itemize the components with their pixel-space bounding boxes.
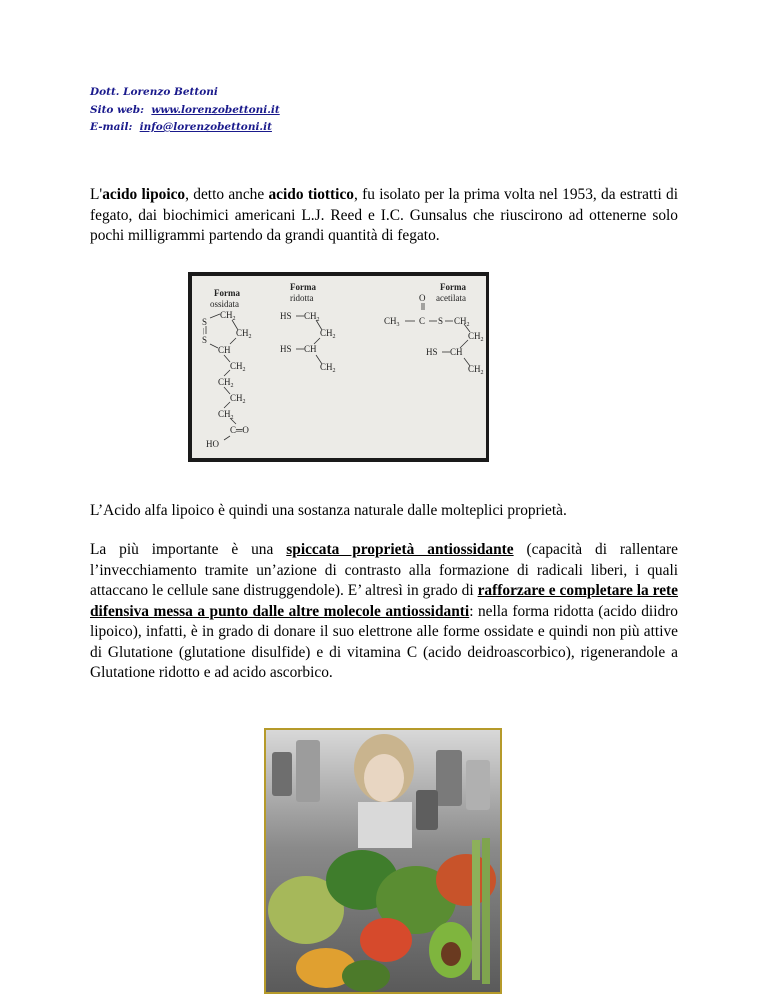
atom-hs: HS: [280, 311, 292, 321]
email-line: [90, 119, 280, 137]
antioxidant-paragraph: [90, 540, 678, 684]
woman-with-vegetables-photo: [264, 728, 502, 994]
greens: [342, 960, 390, 992]
shirt: [358, 802, 412, 848]
text: La più importante è una: [90, 541, 287, 558]
bonds: [206, 303, 470, 440]
structures-diagram: [192, 276, 486, 458]
atom-ch: CH: [304, 344, 317, 354]
author-header: [90, 84, 280, 137]
website-link[interactable]: www.lorenzobettoni.it: [151, 103, 280, 116]
tomato: [360, 918, 412, 962]
term-acido-lipoico: acido lipoico: [102, 186, 186, 203]
website-line: [90, 102, 280, 120]
bond-mark: |: [203, 327, 205, 335]
atom-ch2: $CH_2$: [454, 316, 470, 328]
photo-illustration: [266, 730, 500, 992]
face: [364, 754, 404, 802]
atom-ch3: $CH_3$: [384, 316, 400, 328]
ossidata-title-1: Forma: [214, 288, 240, 298]
bottle: [416, 790, 438, 830]
atom-ch2: $CH_2$: [236, 328, 252, 340]
atom-ho: HO: [206, 439, 219, 449]
bottle: [436, 750, 462, 806]
atom-hs: HS: [426, 347, 438, 357]
email-link[interactable]: info@lorenzobettoni.it: [139, 121, 272, 133]
term-acido-tiottico: acido tiottico: [268, 186, 354, 203]
bottle: [466, 760, 490, 810]
atom-s1: S: [202, 317, 208, 327]
acetilata-title-1: Forma: [440, 282, 466, 292]
ridotta-title-1: Forma: [290, 282, 316, 292]
atom-ch2: $CH_2$: [218, 377, 234, 389]
author-name: Dott. Lorenzo Bettoni: [90, 86, 218, 98]
atom-ch2: $CH_2$: [220, 310, 236, 322]
text: , fu isolato per la prima volta nel 1953, da estratti di fegato, dai biochimici americani L.J. Reed e I.C. Gunsalus che riuscirono ad ottenerne solo pochi milligrammi partendo da grandi quantità di fegato.: [90, 186, 678, 244]
atom-o: O: [419, 293, 426, 303]
atom-s2: S: [202, 335, 208, 345]
text: , detto anche: [185, 186, 269, 203]
atom-c: C: [419, 316, 426, 326]
atom-ch2: $CH_2$: [320, 328, 336, 340]
text: : nella forma ridotta (acido diidro lipoico), infatti, è in grado di donare il suo elettrone alle forme ossidate e quindi non più attive di Glutatione (glutatione disulfide) e di vitamina C (acido deidroascorbico), rigenerandole a Glutatione ridotto e ad acido ascorbico.: [90, 602, 678, 681]
avocado-pit: [441, 942, 461, 966]
email-label: E-mail:: [90, 121, 133, 133]
natural-substance-paragraph: L’Acido alfa lipoico è quindi una sostanza naturale dalle molteplici proprietà.: [90, 502, 567, 519]
highlight-antioxidant: spiccata proprietà antiossidante: [286, 541, 514, 558]
lipoic-acid-structures-figure: [188, 272, 489, 462]
atom-ch2: $CH_2$: [468, 331, 484, 343]
asparagus: [472, 840, 480, 980]
atom-s: S: [438, 316, 444, 326]
atom-c-o: C═O: [230, 425, 249, 435]
bottle: [272, 752, 292, 796]
highlight-defensive-network: rafforzare e completare la rete difensiva messa a punto dalle altre molecole antiossidanti: [90, 582, 679, 620]
atom-ch2: $CH_2$: [320, 362, 336, 374]
atom-hs: HS: [280, 344, 292, 354]
atom-ch: CH: [218, 345, 231, 355]
atom-ch2: $CH_2$: [468, 364, 484, 376]
atom-ch2: $CH_2$: [230, 361, 246, 373]
atom-ch: CH: [450, 347, 463, 357]
ossidata-title-2: ossidata: [210, 299, 239, 309]
text: L': [90, 186, 103, 203]
atom-ch2: $CH_2$: [218, 409, 234, 421]
atom-ch2: $CH_2$: [230, 393, 246, 405]
acetilata-title-2: acetilata: [436, 293, 466, 303]
atom-ch2: $CH_2$: [304, 311, 320, 323]
ridotta-title-2: ridotta: [290, 293, 314, 303]
intro-paragraph: [90, 185, 678, 247]
asparagus: [482, 838, 490, 984]
bottle: [296, 740, 320, 802]
website-label: Sito web:: [90, 103, 145, 116]
text: (capacità di rallentare l’invecchiamento tramite un’azione di contrasto alla formazione di radicali liberi, i quali attaccano le cellule sane distruggendole). E’ altresì in grado di: [90, 541, 678, 599]
